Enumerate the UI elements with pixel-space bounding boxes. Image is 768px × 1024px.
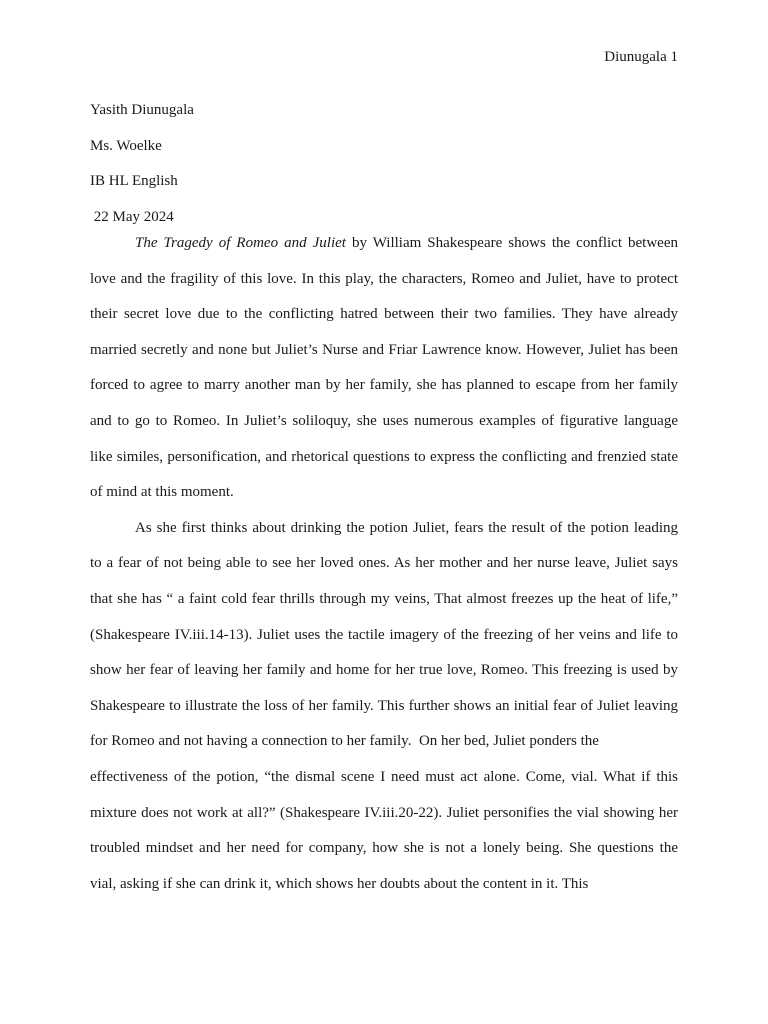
essay-date: 22 May 2024 — [90, 208, 174, 225]
paragraph-line: and to go to Romeo. In Juliet’s soliloquy, she uses numerous examples of figurative language — [90, 412, 678, 429]
paragraph-line: troubled mindset and her need for company, how she is not a lonely being. She questions the — [90, 840, 678, 857]
paragraph-line: vial, asking if she can drink it, which shows her doubts about the content in it. This — [90, 875, 589, 892]
paragraph-line: for Romeo and not having a connection to her family. On her bed, Juliet ponders the — [90, 733, 599, 750]
line-text: by William Shakespeare shows the conflict between — [345, 235, 678, 251]
paragraph-line: (Shakespeare IV.iii.14-13). Juliet uses the tactile imagery of the freezing of her veins and life to — [90, 626, 678, 643]
mla-heading — [90, 93, 680, 235]
teacher-name: Ms. Woelke — [90, 137, 162, 154]
paragraph-line: Shakespeare to illustrate the loss of her family. This further shows an initial fear of Juliet leaving — [90, 697, 678, 714]
course-name: IB HL English — [90, 173, 178, 190]
essay-body — [90, 226, 678, 902]
paragraph-line: mixture does not work at all?” (Shakespeare IV.iii.20-22). Juliet personifies the vial showing her — [90, 804, 678, 821]
paragraph-line: that she has “ a faint cold fear thrills through my veins, That almost freezes up the heat of life,” — [90, 590, 678, 607]
paragraph-line: of mind at this moment. — [90, 484, 234, 501]
student-name: Yasith Diunugala — [90, 102, 194, 118]
play-title: The Tragedy of Romeo and Juliet — [135, 235, 346, 251]
running-header: Diunugala 1 — [604, 49, 678, 65]
paragraph-line: like similes, personification, and rhetorical questions to express the conflicting and frenzied state — [90, 448, 678, 465]
paragraph-line: As she first thinks about drinking the potion Juliet, fears the result of the potion leading — [135, 519, 678, 536]
paragraph-line — [90, 226, 678, 262]
paragraph-line: show her fear of leaving her family and home for her true love, Romeo. This freezing is used by — [90, 662, 678, 679]
paragraph-line: forced to agree to marry another man by her family, she has planned to escape from her family — [90, 377, 678, 394]
paragraph-line: effectiveness of the potion, “the dismal scene I need must act alone. Come, vial. What if this — [90, 768, 678, 785]
paragraph-line: their secret love due to the conflicting hatred between their two families. They have already — [90, 306, 678, 323]
paragraph-1 — [90, 226, 678, 511]
paragraph-line: to a fear of not being able to see her loved ones. As her mother and her nurse leave, Juliet says — [90, 555, 678, 572]
paragraph-line: love and the fragility of this love. In this play, the characters, Romeo and Juliet, have to protect — [90, 270, 678, 287]
paragraph-line: married secretly and none but Juliet’s Nurse and Friar Lawrence know. However, Juliet has been — [90, 341, 678, 358]
paragraph-2 — [90, 511, 678, 903]
